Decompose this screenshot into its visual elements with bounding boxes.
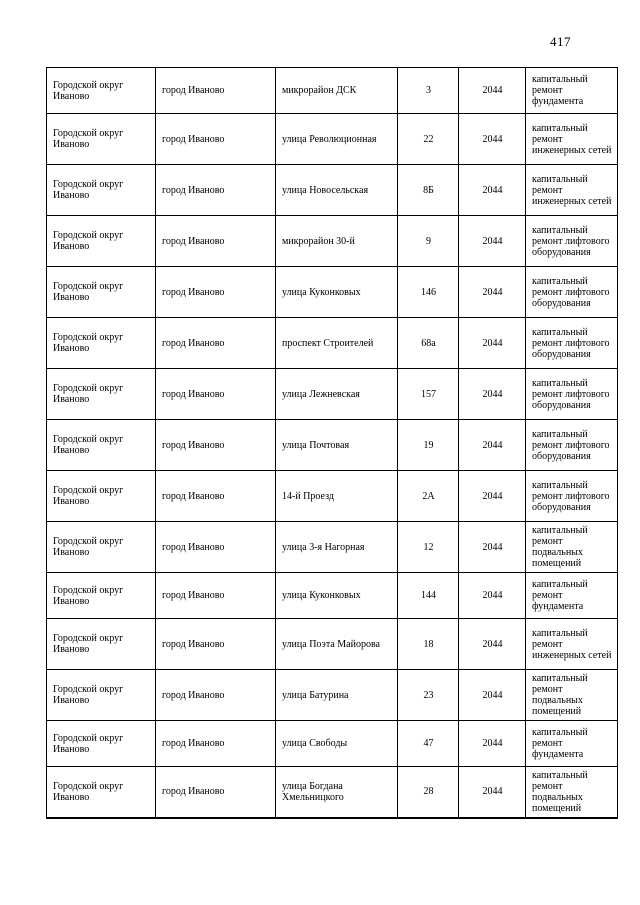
cell-year: 2044 <box>459 767 526 818</box>
cell-year: 2044 <box>459 267 526 318</box>
cell-house: 28 <box>398 767 459 818</box>
cell-year: 2044 <box>459 619 526 670</box>
cell-year: 2044 <box>459 670 526 721</box>
cell-street: улица Лежневская <box>276 369 398 420</box>
cell-house: 3 <box>398 68 459 114</box>
cell-district: Городской округ Иваново <box>47 670 156 721</box>
cell-city: город Иваново <box>156 267 276 318</box>
cell-district: Городской округ Иваново <box>47 767 156 818</box>
cell-house: 144 <box>398 573 459 619</box>
cell-district: Городской округ Иваново <box>47 216 156 267</box>
cell-street: улица Поэта Майорова <box>276 619 398 670</box>
cell-district: Городской округ Иваново <box>47 165 156 216</box>
cell-city: город Иваново <box>156 573 276 619</box>
cell-street: микрорайон 30-й <box>276 216 398 267</box>
cell-district: Городской округ Иваново <box>47 267 156 318</box>
cell-street: улица Свободы <box>276 721 398 767</box>
cell-district: Городской округ Иваново <box>47 619 156 670</box>
cell-street: улица Новосельская <box>276 165 398 216</box>
cell-work: капитальный ремонт лифтового оборудования <box>526 420 618 471</box>
cell-district: Городской округ Иваново <box>47 318 156 369</box>
cell-house: 23 <box>398 670 459 721</box>
cell-year: 2044 <box>459 471 526 522</box>
cell-year: 2044 <box>459 522 526 573</box>
cell-work: капитальный ремонт лифтового оборудования <box>526 369 618 420</box>
cell-city: город Иваново <box>156 619 276 670</box>
cell-year: 2044 <box>459 420 526 471</box>
cell-city: город Иваново <box>156 369 276 420</box>
cell-house: 47 <box>398 721 459 767</box>
cell-house: 12 <box>398 522 459 573</box>
cell-work: капитальный ремонт инженерных сетей <box>526 165 618 216</box>
cell-work: капитальный ремонт лифтового оборудования <box>526 216 618 267</box>
cell-year: 2044 <box>459 721 526 767</box>
cell-city: город Иваново <box>156 165 276 216</box>
table-row <box>47 165 618 216</box>
table-row <box>47 267 618 318</box>
cell-street: улица Революционная <box>276 114 398 165</box>
cell-house: 19 <box>398 420 459 471</box>
cell-work: капитальный ремонт фундамента <box>526 721 618 767</box>
cell-street: улица Куконковых <box>276 267 398 318</box>
cell-work: капитальный ремонт фундамента <box>526 573 618 619</box>
cell-street: улица Богдана Хмельницкого <box>276 767 398 818</box>
table-row <box>47 522 618 573</box>
cell-district: Городской округ Иваново <box>47 114 156 165</box>
cell-work: капитальный ремонт инженерных сетей <box>526 619 618 670</box>
table-row <box>47 471 618 522</box>
cell-district: Городской округ Иваново <box>47 369 156 420</box>
cell-work: капитальный ремонт фундамента <box>526 68 618 114</box>
table-row <box>47 573 618 619</box>
cell-work: капитальный ремонт лифтового оборудования <box>526 267 618 318</box>
cell-work: капитальный ремонт подвальных помещений <box>526 767 618 818</box>
cell-street: микрорайон ДСК <box>276 68 398 114</box>
cell-house: 9 <box>398 216 459 267</box>
cell-district: Городской округ Иваново <box>47 420 156 471</box>
cell-house: 2А <box>398 471 459 522</box>
cell-year: 2044 <box>459 114 526 165</box>
cell-street: 14-й Проезд <box>276 471 398 522</box>
table-row <box>47 721 618 767</box>
cell-district: Городской округ Иваново <box>47 721 156 767</box>
cell-street: улица Почтовая <box>276 420 398 471</box>
cell-year: 2044 <box>459 573 526 619</box>
cell-house: 68а <box>398 318 459 369</box>
cell-work: капитальный ремонт лифтового оборудования <box>526 471 618 522</box>
cell-work: капитальный ремонт инженерных сетей <box>526 114 618 165</box>
cell-city: город Иваново <box>156 420 276 471</box>
page-number: 417 <box>550 34 571 49</box>
cell-city: город Иваново <box>156 670 276 721</box>
table-row <box>47 318 618 369</box>
cell-work: капитальный ремонт подвальных помещений <box>526 670 618 721</box>
cell-district: Городской округ Иваново <box>47 573 156 619</box>
table-row <box>47 767 618 818</box>
table-row <box>47 619 618 670</box>
cell-district: Городской округ Иваново <box>47 522 156 573</box>
cell-city: город Иваново <box>156 471 276 522</box>
repairs-table-body <box>47 68 618 818</box>
table-row <box>47 114 618 165</box>
cell-city: город Иваново <box>156 318 276 369</box>
table-row <box>47 216 618 267</box>
cell-house: 22 <box>398 114 459 165</box>
cell-street: улица Куконковых <box>276 573 398 619</box>
cell-year: 2044 <box>459 68 526 114</box>
cell-house: 8Б <box>398 165 459 216</box>
cell-year: 2044 <box>459 318 526 369</box>
cell-street: проспект Строителей <box>276 318 398 369</box>
cell-district: Городской округ Иваново <box>47 471 156 522</box>
cell-city: город Иваново <box>156 767 276 818</box>
cell-city: город Иваново <box>156 114 276 165</box>
cell-year: 2044 <box>459 216 526 267</box>
cell-work: капитальный ремонт подвальных помещений <box>526 522 618 573</box>
cell-house: 18 <box>398 619 459 670</box>
table-row <box>47 670 618 721</box>
cell-street: улица 3-я Нагорная <box>276 522 398 573</box>
repairs-table <box>46 67 618 819</box>
cell-house: 157 <box>398 369 459 420</box>
cell-year: 2044 <box>459 369 526 420</box>
cell-district: Городской округ Иваново <box>47 68 156 114</box>
cell-work: капитальный ремонт лифтового оборудования <box>526 318 618 369</box>
table-row <box>47 68 618 114</box>
cell-house: 146 <box>398 267 459 318</box>
cell-city: город Иваново <box>156 216 276 267</box>
table-row <box>47 420 618 471</box>
cell-city: город Иваново <box>156 68 276 114</box>
cell-city: город Иваново <box>156 721 276 767</box>
cell-city: город Иваново <box>156 522 276 573</box>
table-row <box>47 369 618 420</box>
cell-street: улица Батурина <box>276 670 398 721</box>
cell-year: 2044 <box>459 165 526 216</box>
